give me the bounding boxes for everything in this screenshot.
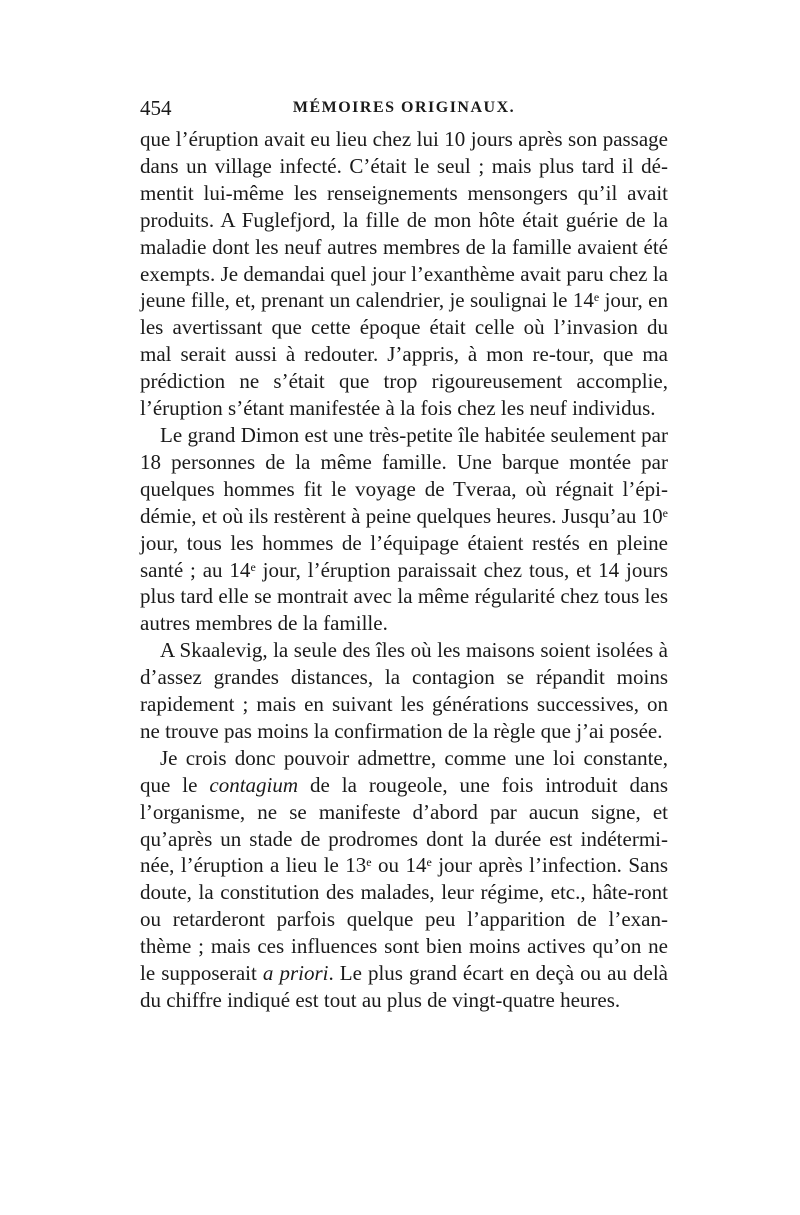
body-text xyxy=(140,126,668,1014)
text-run: Le grand Dimon est une très-petite île habitée seulement par 18 personnes de la même famille. Une barque montée par quelques hommes fit le voyage de Tveraa, où régnait l’épi-démie, et où ils restèrent à peine quelques heures. Jusqu’au 10 xyxy=(140,422,668,528)
ordinal-superscript: e xyxy=(426,855,432,870)
text-run: Je crois donc pouvoir admettre, comme une loi constante, que le xyxy=(140,745,668,797)
text-run: jour, tous les hommes de l’équipage étaient restés en pleine santé ; au 14 xyxy=(140,530,668,582)
text-run: . Le plus grand écart en deçà ou au delà du chiffre indiqué est tout au plus de vingt-quatre heures. xyxy=(140,961,668,1012)
text-run: ou 14 xyxy=(371,853,427,878)
text-run: que l’éruption avait eu lieu chez lui 10 jours après son passage dans un village infecté. C’était le seul ; mais plus tard il dé-mentit lui-même les renseignements mensongers qu’il avait produits. A Fuglefjord, la fille de mon hôte était guérie de la maladie dont les neuf autres membres de la famille avaient été exempts. Je demandai quel jour l’exanthème avait paru chez la jeune fille, et, prenant un calendrier, je soulignai le 14 xyxy=(140,127,668,313)
running-title: MÉMOIRES ORIGINAUX. xyxy=(292,99,516,116)
text-run: jour, en les avertissant que cette époque était celle où l’invasion du mal serait aussi à redouter. J’appris, à mon re-tour, que ma prédiction ne s’était que trop rigoureusement accomplie, l’éruption s’étant manifestée à la fois chez les neuf individus. xyxy=(140,288,668,421)
paragraph-p2 xyxy=(140,422,668,637)
text-run: A Skaalevig, la seule des îles où les maisons soient isolées à d’assez grandes distances, la contagion se répandit moins rapidement ; mais en suivant les générations successives, on ne trouve pas moins la confirmation de la règle que j’ai posée. xyxy=(140,638,668,743)
ordinal-superscript: e xyxy=(250,559,256,574)
text-run: de la rougeole, une fois introduit dans l’organisme, ne se manifeste d’abord par aucun signe, et qu’après un stade de prodromes dont la durée est indétermi-née, l’éruption a lieu le 13 xyxy=(140,772,668,878)
italic-text: a priori xyxy=(262,961,329,986)
book-page xyxy=(140,96,668,1014)
text-run: jour, l’éruption paraissait chez tous, et 14 jours plus tard elle se montrait avec la même régularité chez tous les autres membres de la famille. xyxy=(140,557,668,636)
ordinal-superscript: e xyxy=(593,290,600,305)
text-run: jour après l’infection. Sans doute, la constitution des malades, leur régime, etc., hâte-ront ou retarderont parfois quelque peu l’apparition de l’exan-thème ; mais ces influences sont bien moins actives qu’on ne le supposerait xyxy=(140,853,668,986)
paragraph-p4 xyxy=(140,745,668,1014)
page-number: 454 xyxy=(140,96,172,120)
page-header xyxy=(140,96,668,126)
paragraph-p3 xyxy=(140,637,668,745)
paragraph-p1 xyxy=(140,126,668,422)
ordinal-superscript: e xyxy=(662,505,668,520)
italic-text: contagium xyxy=(209,772,299,797)
ordinal-superscript: e xyxy=(366,855,372,870)
